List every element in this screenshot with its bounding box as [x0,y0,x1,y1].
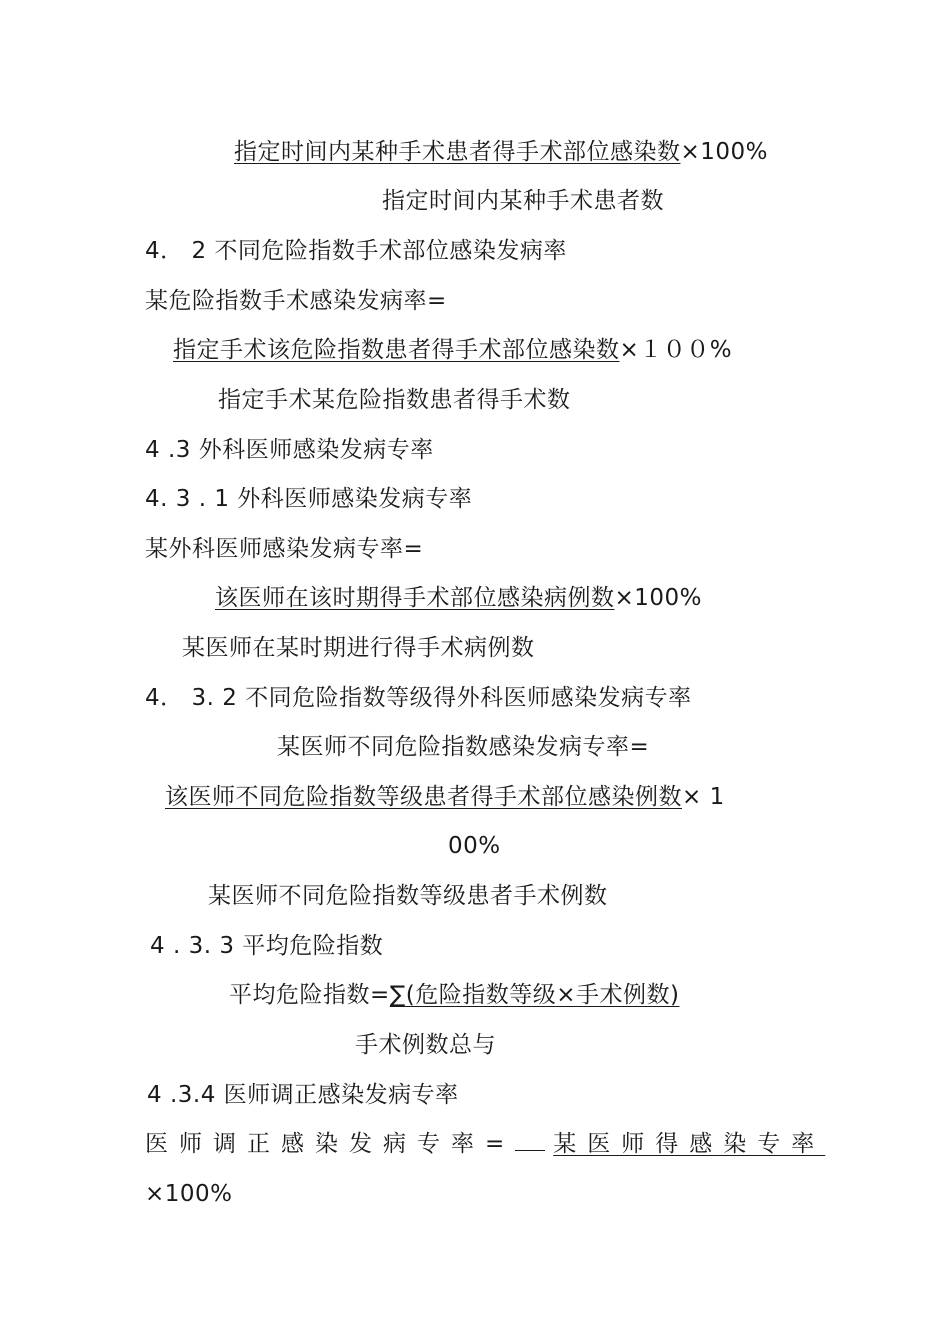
formula-numerator [145,1128,825,1160]
formula-multiplier: ×１００% [619,337,733,363]
section-heading-4-3-3: 4 . 3. 3 平均危险指数 [150,933,384,959]
underline-blank [515,1128,545,1151]
formula-denominator: 某医师不同危险指数等级患者手术例数 [208,883,608,909]
formula-label: 某外科医师感染发病专率= [145,536,424,562]
section-heading-4-2: 4． 2 不同危险指数手术部位感染发病率 [145,238,567,264]
formula-numerator-text: 指定时间内某种手术患者得手术部位感染数 [234,139,681,165]
section-heading-4-3: 4 .3 外科医师感染发病专率 [145,437,434,463]
formula-numerator [173,334,732,366]
formula-numerator-text: 某医师得感染专率 [553,1131,826,1157]
formula-denominator: 指定手术某危险指数患者得手术数 [218,387,571,413]
formula-numerator [234,136,768,168]
formula-denominator: 指定时间内某种手术患者数 [382,188,664,214]
section-heading-4-3-4: 4 .3.4 医师调正感染发病专率 [147,1082,459,1108]
formula-numerator-text: ∑(危险指数等级×手术例数) [389,982,680,1008]
formula-numerator-text: 该医师在该时期得手术部位感染病例数 [215,585,615,611]
formula-multiplier: ×100% [680,139,769,165]
formula-numerator [229,979,680,1011]
formula-numerator [165,781,725,813]
formula-label-text: 医师调正感染发病专率= [145,1131,516,1157]
formula-label-text: 平均危险指数= [229,982,390,1008]
formula-numerator-text: 该医师不同危险指数等级患者得手术部位感染例数 [165,784,682,810]
section-heading-4-3-1: 4. 3 . 1 外科医师感染发病专率 [145,486,473,512]
formula-label: 某医师不同危险指数感染发病专率= [277,734,650,760]
formula-label: 某危险指数手术感染发病率= [145,288,447,314]
formula-multiplier: ×100% [145,1181,233,1207]
formula-denominator: 手术例数总与 [355,1032,496,1058]
formula-denominator: 某医师在某时期进行得手术病例数 [182,635,535,661]
formula-multiplier: × 1 [682,784,725,810]
formula-numerator-continuation: 00% [448,833,501,859]
section-heading-4-3-2: 4． 3. 2 不同危险指数等级得外科医师感染发病专率 [145,685,692,711]
formula-numerator [215,582,702,614]
formula-numerator-text: 指定手术该危险指数患者得手术部位感染数 [173,337,620,363]
formula-multiplier: ×100% [614,585,703,611]
